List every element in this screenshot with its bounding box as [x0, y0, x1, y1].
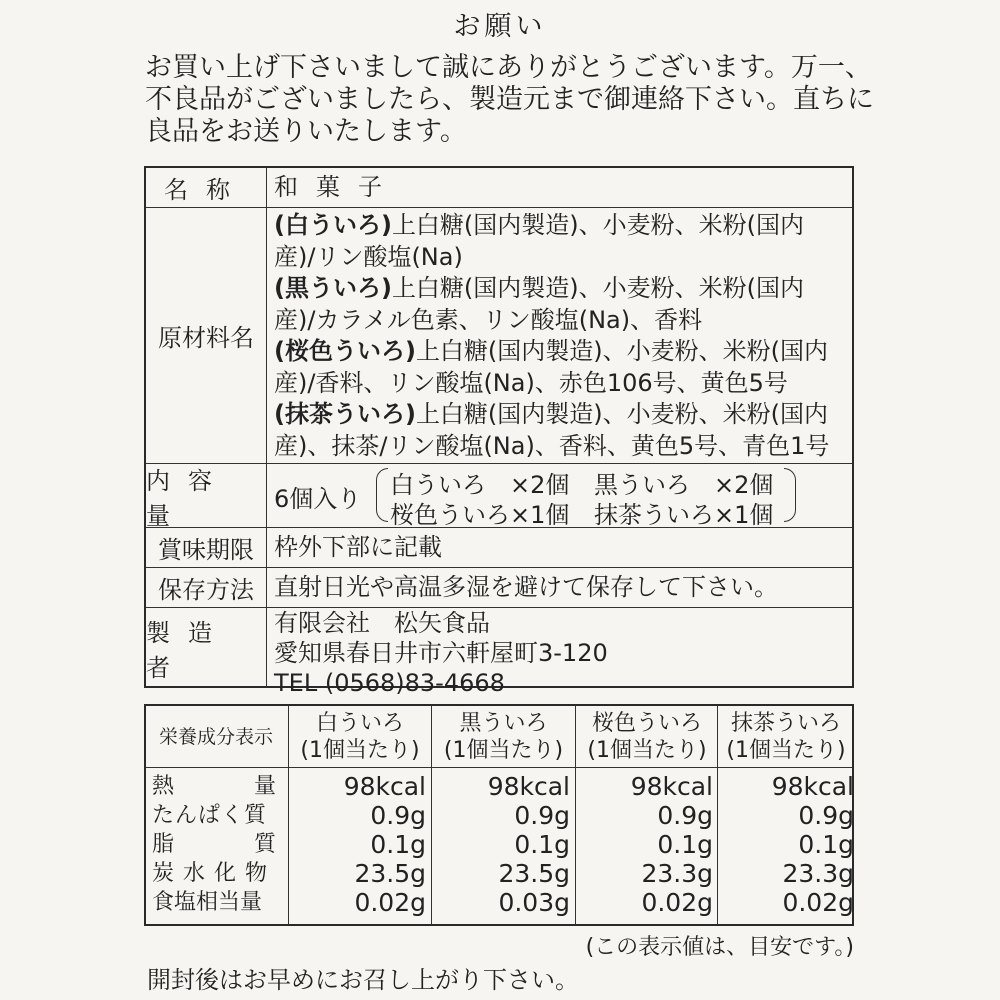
nutrition-value: 0.9g — [657, 801, 713, 830]
row-ingredients — [146, 208, 852, 464]
ingredient-heading: (黒ういろ) — [274, 274, 392, 302]
ingredient-text: 上白糖(国内製造)、小麦粉、米粉(国内 — [391, 274, 805, 302]
nutrition-label: 炭水化物 — [152, 861, 277, 886]
product-name: 白ういろ — [315, 711, 404, 736]
nutrition-value: 98kcal — [771, 772, 854, 801]
ingredient-heading: (白ういろ) — [274, 211, 392, 239]
nutrition-note: (この表示値は、目安です。) — [585, 935, 854, 960]
nutrition-value: 0.03g — [498, 888, 570, 917]
row-name — [146, 168, 852, 208]
label-char: 質 — [253, 832, 276, 857]
nutrition-value: 0.02g — [641, 888, 713, 917]
notice-line: 良品をお送りいたします。 — [145, 116, 467, 147]
ingredient-line: 産)/リン酸塩(Na) — [274, 242, 463, 271]
footer-note: 開封後はお早めにお召し上がり下さい。 — [147, 966, 579, 994]
per-unit: (1個当たり) — [726, 738, 846, 763]
maker-company: 有限会社 松矢食品 — [274, 609, 490, 637]
label-char: 熱 — [152, 774, 175, 799]
value-storage: 直射日光や高温多湿を避けて保存して下さい。 — [274, 573, 778, 601]
nutrition-value: 23.5g — [354, 859, 426, 888]
value-maker — [274, 608, 848, 697]
label-maker: 製造者 — [146, 608, 267, 688]
nutrition-row — [146, 830, 852, 859]
notice-line: 不良品がございましたら、製造元まで御連絡下さい。直ちに — [145, 84, 874, 115]
nutrition-value: 0.9g — [370, 801, 426, 830]
contents-item: 抹茶ういろ×1個 — [594, 501, 774, 529]
ingredient-line: 産)/カラメル色素、リン酸塩(Na)、香料 — [274, 305, 703, 334]
product-name: 黒ういろ — [459, 711, 548, 736]
nutrition-row — [146, 859, 852, 888]
ingredient-text: 上白糖(国内製造)、小麦粉、米粉(国内 — [415, 400, 829, 428]
value-name: 和菓子 — [274, 173, 400, 201]
nutrition-table — [144, 704, 854, 926]
per-unit: (1個当たり) — [443, 738, 564, 763]
nutrition-label — [152, 772, 276, 801]
contents-item: 白ういろ ×2個 — [390, 471, 570, 499]
row-contents — [146, 464, 852, 528]
nutrition-value: 0.1g — [514, 830, 570, 859]
ingredient-line — [274, 273, 848, 305]
ingredient-line: 産)、抹茶/リン酸塩(Na)、香料、黄色5号、青色1号 — [274, 431, 830, 460]
maker-address: 愛知県春日井市六軒屋町3-120 — [274, 639, 608, 667]
per-unit: (1個当たり) — [300, 738, 420, 763]
label-expiry: 賞味期限 — [146, 528, 267, 567]
ingredient-line: 産)/香料、リン酸塩(Na)、赤色106号、黄色5号 — [274, 368, 788, 397]
nutrition-value: 98kcal — [343, 772, 426, 801]
nutrition-value: 23.3g — [782, 859, 854, 888]
nutrition-label: 食塩相当量 — [152, 890, 263, 915]
ingredient-heading: (桜色ういろ) — [274, 337, 416, 365]
label-char: 脂 — [152, 832, 175, 857]
nutrition-value: 0.02g — [354, 888, 426, 917]
nutrition-value: 23.3g — [641, 859, 713, 888]
nutrition-row — [146, 888, 852, 917]
label-char: 量 — [253, 774, 276, 799]
value-contents — [274, 464, 848, 527]
contents-count: 6個入り — [274, 485, 362, 513]
nutrition-value: 23.5g — [498, 859, 570, 888]
label-contents: 内容量 — [146, 464, 267, 527]
nutrition-header — [146, 706, 852, 768]
product-name: 桜色ういろ — [591, 711, 702, 736]
row-expiry — [146, 528, 852, 568]
value-expiry: 枠外下部に記載 — [274, 533, 442, 561]
label-ingredients: 原材料名 — [146, 208, 267, 463]
nutrition-value: 0.9g — [798, 801, 854, 830]
nutrition-row — [146, 772, 852, 801]
ingredient-line — [274, 210, 848, 242]
label-storage: 保存方法 — [146, 568, 267, 607]
nutrition-value: 0.1g — [798, 830, 854, 859]
nutrition-col-header — [719, 706, 853, 768]
contents-bracket-left — [376, 468, 388, 522]
nutrition-col-header — [433, 706, 574, 768]
ingredient-line — [274, 399, 848, 431]
value-ingredients — [274, 210, 848, 463]
nutrition-value: 98kcal — [487, 772, 570, 801]
row-maker — [146, 608, 852, 697]
notice-title: お願い — [453, 11, 547, 42]
nutrition-label — [152, 830, 276, 859]
product-info-table — [144, 166, 854, 697]
nutrition-label: たんぱく質 — [152, 803, 268, 828]
nutrition-value: 98kcal — [630, 772, 713, 801]
nutrition-col-header — [577, 706, 717, 768]
nutrition-header-label: 栄養成分表示 — [158, 725, 273, 748]
ingredient-heading: (抹茶ういろ) — [274, 400, 416, 428]
ingredient-text: 上白糖(国内製造)、小麦粉、米粉(国内 — [415, 337, 829, 365]
nutrition-value: 0.1g — [370, 830, 426, 859]
nutrition-value: 0.02g — [782, 888, 854, 917]
maker-tel: TEL (0568)83-4668 — [274, 669, 505, 697]
contents-bracket-right — [784, 468, 796, 522]
ingredient-line — [274, 336, 848, 368]
contents-item: 桜色ういろ×1個 — [390, 501, 570, 529]
notice-line: お買い上げ下さいまして誠にありがとうございます。万一、 — [145, 52, 872, 83]
product-name: 抹茶ういろ — [730, 711, 841, 736]
per-unit: (1個当たり) — [587, 738, 707, 763]
notice-body — [145, 52, 885, 148]
nutrition-row — [146, 801, 852, 830]
label-name: 名称 — [146, 168, 267, 207]
ingredient-text: 上白糖(国内製造)、小麦粉、米粉(国内 — [391, 211, 805, 239]
nutrition-col-header — [290, 706, 430, 768]
nutrition-value: 0.9g — [514, 801, 570, 830]
contents-item: 黒ういろ ×2個 — [594, 471, 774, 499]
nutrition-value: 0.1g — [657, 830, 713, 859]
row-storage — [146, 568, 852, 608]
